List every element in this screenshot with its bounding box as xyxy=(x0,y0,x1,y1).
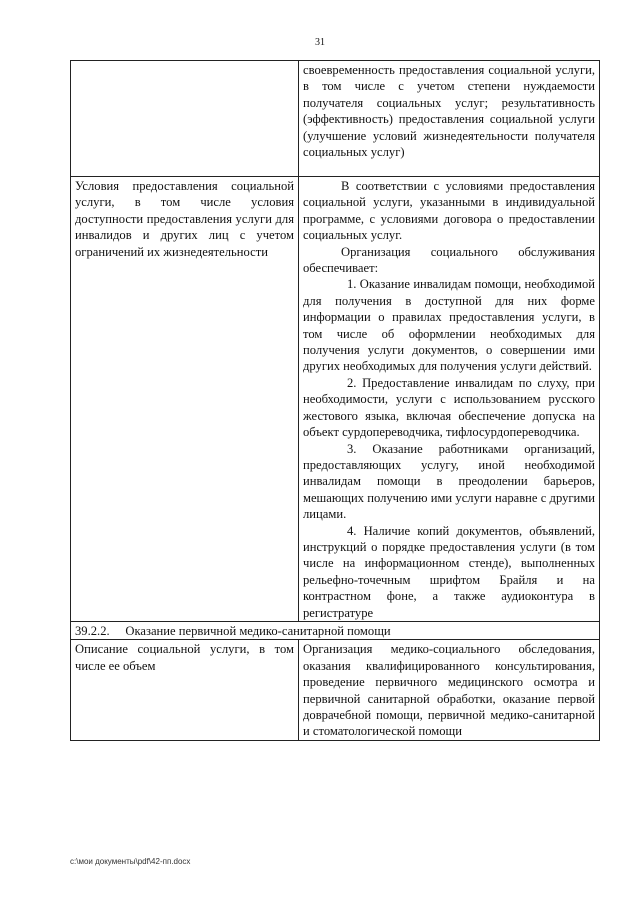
row-content-cell xyxy=(299,61,600,177)
file-path-footer: c:\мои документы\pdf\42-пп.docx xyxy=(70,857,191,866)
table-row xyxy=(71,640,600,740)
table-row xyxy=(71,61,600,177)
paragraph: 2. Предоставление инвалидам по слуху, при необходимости, услуги с использованием русского жестового языка, включая обеспечение допуска на объект сурдопереводчика, тифлосурдопереводчика. xyxy=(303,375,595,440)
paragraph: 3. Оказание работниками организаций, предоставляющих услугу, иной необходимой инвалидам помощи в преодолении барьеров, мешающих получению ими услуги наравне с другими лицами. xyxy=(303,441,595,522)
paragraph: Организация социального обслуживания обеспечивает: xyxy=(303,244,595,276)
row-content-cell xyxy=(299,177,600,622)
table-row xyxy=(71,621,600,639)
paragraph: 1. Оказание инвалидам помощи, необходимой для получения в доступной для них форме информации о правилах предоставления услуги, в том числе об оформлении необходимых для получения услуги документов, о совершении ими других необходимых для получения услуги действий. xyxy=(303,277,595,374)
row-label-cell xyxy=(71,61,299,177)
paragraph: Организация медико-социального обследования, оказания квалифицированного консультирования, проведение первичного медицинского осмотра и первичной санитарной обработки, оказание первой доврачебной помощи, первичной медико-санитарной и стоматологической помощи xyxy=(303,642,595,739)
paragraph: своевременность предоставления социальной услуги, в том числе с учетом степени нуждаемости получателя социальных услуг; результативность (эффективность) предоставления социальной услуги (улучшение условий жизнедеятельности получателя социальных услуг) xyxy=(303,63,595,160)
row-content-cell xyxy=(299,640,600,740)
section-heading: 39.2.2. Оказание первичной медико-санитарной помощи xyxy=(71,621,600,639)
paragraph: 4. Наличие копий документов, объявлений, инструкций о порядке предоставления услуги (в том числе на информационном стенде), выполненных рельефно-точечным шрифтом Брайля и на контрастном фоне, а также аудиоконтура в регистратуре xyxy=(303,523,595,620)
service-table xyxy=(70,60,600,741)
row-label-cell: Условия предоставления социальной услуги, в том числе условия доступности предоставления услуги для инвалидов и других лиц с учетом ограничений их жизнедеятельности xyxy=(71,177,299,622)
row-label-cell: Описание социальной услуги, в том числе ее объем xyxy=(71,640,299,740)
table-row xyxy=(71,177,600,622)
paragraph: В соответствии с условиями предоставления социальной услуги, указанными в индивидуальной программе, с условиями договора о предоставлении социальных услуг. xyxy=(303,179,595,243)
page-number: 31 xyxy=(315,37,325,48)
